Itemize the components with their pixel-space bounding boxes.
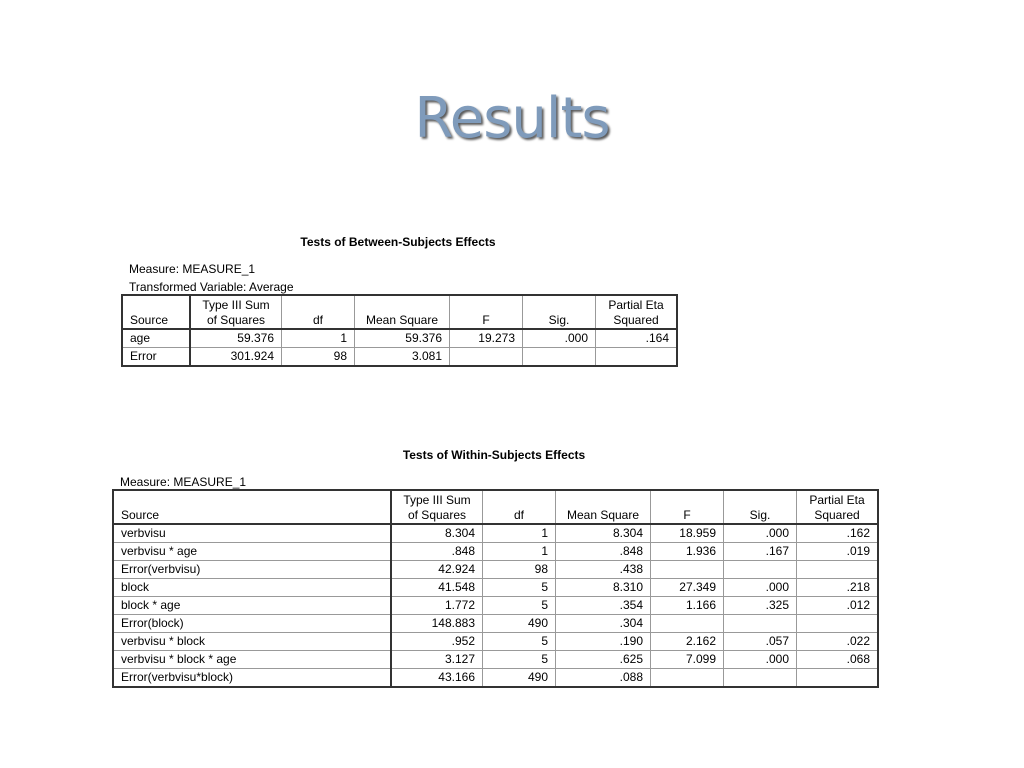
cell-df: 98 — [483, 561, 556, 579]
cell-eta: .162 — [797, 524, 879, 543]
cell-ms: .088 — [556, 669, 651, 688]
cell-ms: 8.304 — [556, 524, 651, 543]
between-table-title: Tests of Between-Subjects Effects — [300, 235, 496, 249]
between-measure: Measure: MEASURE_1 — [129, 262, 256, 276]
table-row — [113, 543, 878, 561]
cell-ss: 43.166 — [391, 669, 483, 688]
cell-sig: .325 — [724, 597, 797, 615]
between-subjects-table — [121, 294, 678, 367]
cell-f — [450, 348, 523, 367]
cell-source: Error(block) — [113, 615, 391, 633]
eta-header-line2: Squared — [814, 508, 860, 522]
col-f-header: F — [450, 295, 523, 329]
col-df-header: df — [282, 295, 355, 329]
within-table-title: Tests of Within-Subjects Effects — [402, 448, 586, 462]
col-ms-header: Mean Square — [355, 295, 450, 329]
cell-source: verbvisu * block — [113, 633, 391, 651]
col-ss-header — [190, 295, 282, 329]
cell-eta: .022 — [797, 633, 879, 651]
col-source-header: Source — [113, 490, 391, 524]
cell-eta: .019 — [797, 543, 879, 561]
eta-header-line1: Partial Eta — [608, 298, 664, 312]
ss-header-line1: Type III Sum — [202, 298, 270, 312]
header-row — [122, 295, 677, 329]
cell-sig — [523, 348, 596, 367]
cell-ms: 3.081 — [355, 348, 450, 367]
table-row — [113, 597, 878, 615]
cell-f: 1.936 — [651, 543, 724, 561]
cell-ss: .848 — [391, 543, 483, 561]
col-ms-header: Mean Square — [556, 490, 651, 524]
cell-source: Error — [122, 348, 190, 367]
cell-ss: 41.548 — [391, 579, 483, 597]
cell-ss: 1.772 — [391, 597, 483, 615]
cell-eta: .068 — [797, 651, 879, 669]
cell-source: age — [122, 329, 190, 348]
cell-df: 5 — [483, 633, 556, 651]
within-measure: Measure: MEASURE_1 — [120, 475, 247, 489]
cell-df: 490 — [483, 669, 556, 688]
cell-eta — [797, 669, 879, 688]
cell-df: 1 — [483, 524, 556, 543]
col-eta-header — [596, 295, 678, 329]
cell-sig: .000 — [724, 651, 797, 669]
slide-title: Results — [414, 86, 610, 151]
cell-f: 19.273 — [450, 329, 523, 348]
table-row — [122, 348, 677, 367]
col-df-header: df — [483, 490, 556, 524]
cell-f: 18.959 — [651, 524, 724, 543]
col-sig-header: Sig. — [523, 295, 596, 329]
col-sig-header: Sig. — [724, 490, 797, 524]
cell-sig — [724, 615, 797, 633]
cell-df: 1 — [282, 329, 355, 348]
cell-ss: 42.924 — [391, 561, 483, 579]
cell-source: Error(verbvisu*block) — [113, 669, 391, 688]
cell-ms: 59.376 — [355, 329, 450, 348]
cell-ms: .354 — [556, 597, 651, 615]
cell-sig: .057 — [724, 633, 797, 651]
cell-ms: .190 — [556, 633, 651, 651]
eta-header-line2: Squared — [613, 313, 659, 327]
cell-eta: .012 — [797, 597, 879, 615]
cell-sig — [724, 669, 797, 688]
cell-eta — [797, 615, 879, 633]
cell-f — [651, 615, 724, 633]
cell-f — [651, 669, 724, 688]
cell-df: 1 — [483, 543, 556, 561]
cell-df: 490 — [483, 615, 556, 633]
cell-f: 1.166 — [651, 597, 724, 615]
cell-df: 5 — [483, 597, 556, 615]
col-ss-header — [391, 490, 483, 524]
cell-sig: .000 — [523, 329, 596, 348]
cell-eta — [596, 348, 678, 367]
cell-ss: 3.127 — [391, 651, 483, 669]
cell-source: verbvisu * block * age — [113, 651, 391, 669]
table-row — [122, 329, 677, 348]
cell-df: 5 — [483, 651, 556, 669]
ss-header-line1: Type III Sum — [403, 493, 471, 507]
table-row — [113, 633, 878, 651]
cell-ms: .304 — [556, 615, 651, 633]
cell-sig: .167 — [724, 543, 797, 561]
cell-eta — [797, 561, 879, 579]
cell-ss: .952 — [391, 633, 483, 651]
cell-f: 7.099 — [651, 651, 724, 669]
col-source-header: Source — [122, 295, 190, 329]
col-f-header: F — [651, 490, 724, 524]
cell-ss: 59.376 — [190, 329, 282, 348]
col-eta-header — [797, 490, 879, 524]
cell-sig — [724, 561, 797, 579]
cell-f — [651, 561, 724, 579]
table-row — [113, 669, 878, 688]
between-transformed-variable: Transformed Variable: Average — [129, 280, 294, 294]
cell-ss: 148.883 — [391, 615, 483, 633]
ss-header-line2: of Squares — [206, 313, 266, 327]
cell-df: 98 — [282, 348, 355, 367]
cell-source: Error(verbvisu) — [113, 561, 391, 579]
table-row — [113, 561, 878, 579]
cell-ms: .625 — [556, 651, 651, 669]
cell-f: 27.349 — [651, 579, 724, 597]
cell-df: 5 — [483, 579, 556, 597]
within-subjects-table — [112, 489, 879, 688]
cell-source: block * age — [113, 597, 391, 615]
cell-source: block — [113, 579, 391, 597]
table-row — [113, 579, 878, 597]
cell-ss: 8.304 — [391, 524, 483, 543]
cell-source: verbvisu — [113, 524, 391, 543]
table-row — [113, 615, 878, 633]
cell-ms: 8.310 — [556, 579, 651, 597]
cell-source: verbvisu * age — [113, 543, 391, 561]
cell-sig: .000 — [724, 579, 797, 597]
header-row — [113, 490, 878, 524]
cell-ms: .438 — [556, 561, 651, 579]
cell-ms: .848 — [556, 543, 651, 561]
cell-eta: .218 — [797, 579, 879, 597]
eta-header-line1: Partial Eta — [809, 493, 865, 507]
cell-sig: .000 — [724, 524, 797, 543]
table-row — [113, 524, 878, 543]
cell-f: 2.162 — [651, 633, 724, 651]
cell-ss: 301.924 — [190, 348, 282, 367]
cell-eta: .164 — [596, 329, 678, 348]
table-row — [113, 651, 878, 669]
ss-header-line2: of Squares — [407, 508, 467, 522]
